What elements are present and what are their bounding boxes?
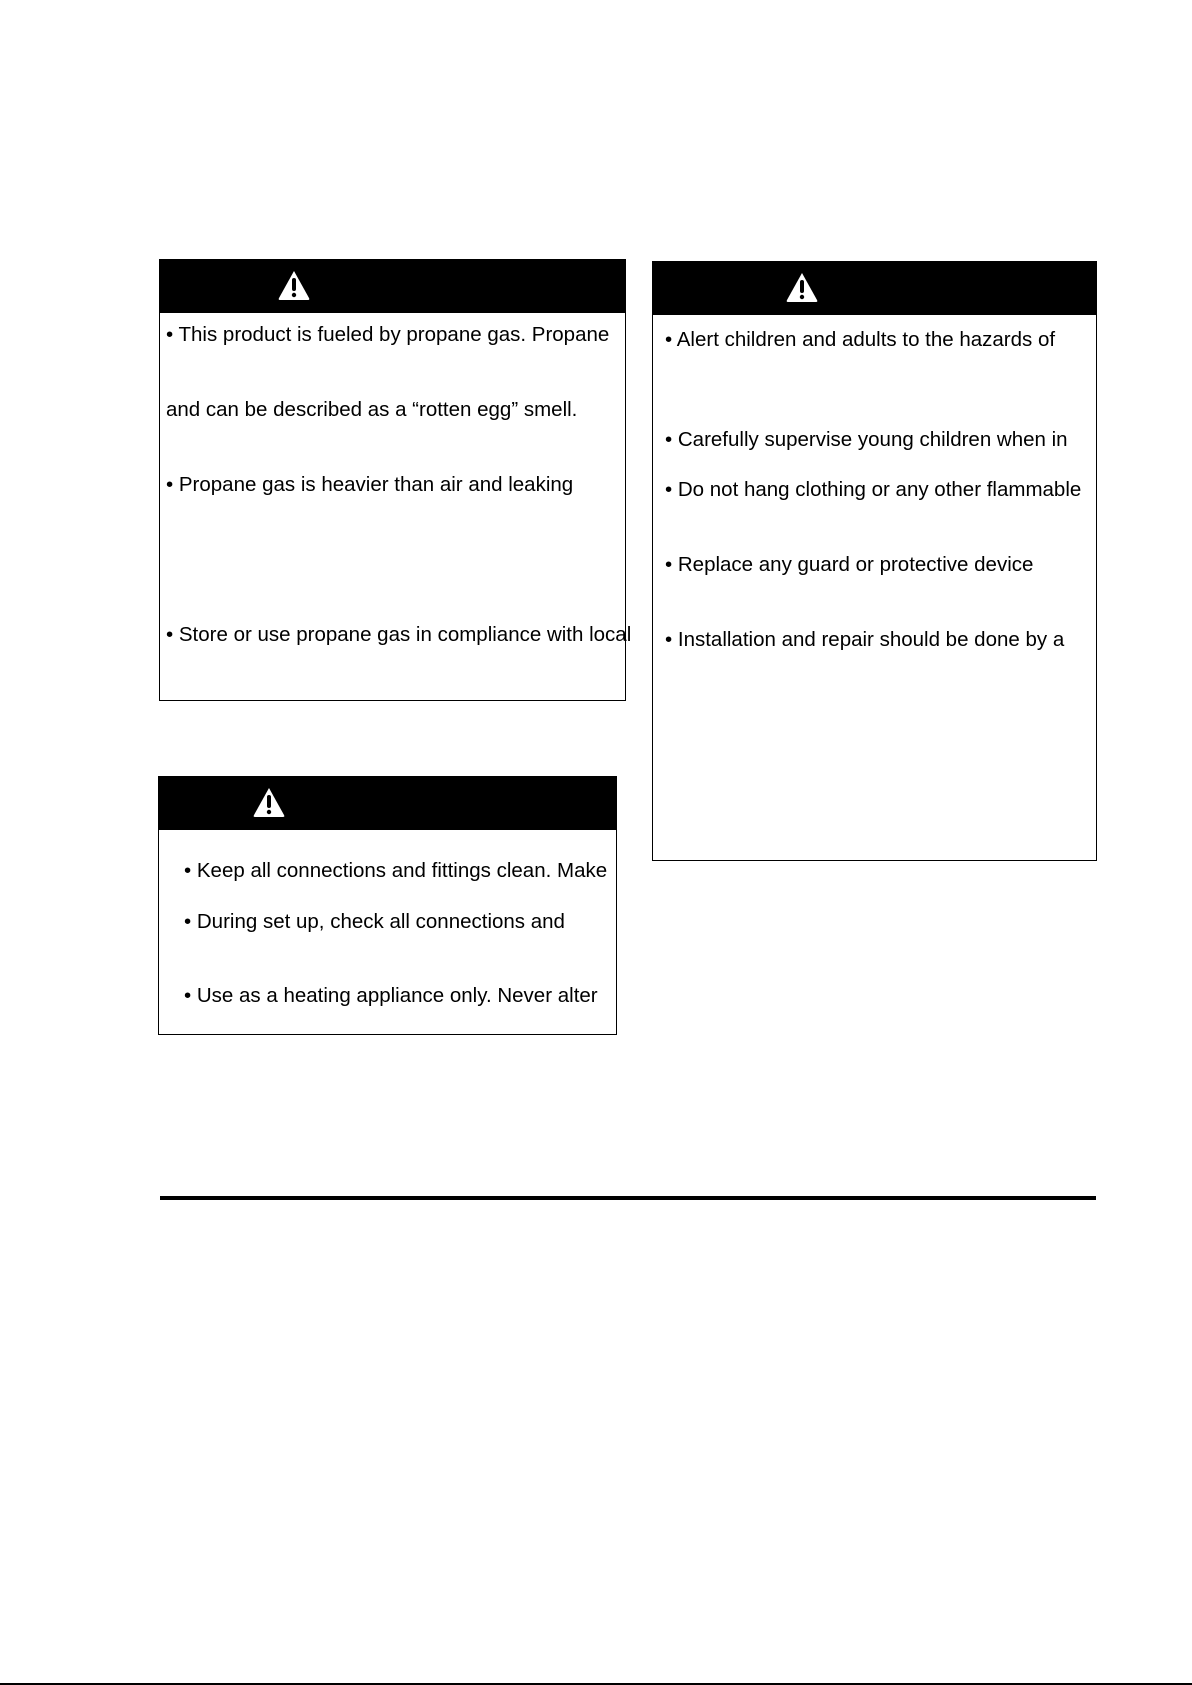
hazards-warning-box <box>652 261 1097 861</box>
warning-item: • Carefully supervise young children when in <box>665 428 1068 451</box>
warning-header-bar <box>653 262 1096 315</box>
warning-item: • Replace any guard or protective device <box>665 553 1034 576</box>
warning-item: • During set up, check all connections and <box>184 910 565 933</box>
warning-item: • This product is fueled by propane gas. Propane <box>166 323 610 346</box>
warning-header-bar <box>159 777 616 830</box>
propane-warning-box <box>159 259 632 701</box>
warning-header-bar <box>160 260 625 313</box>
warning-triangle-icon <box>277 269 311 301</box>
section-divider <box>160 1196 1096 1200</box>
warning-item: • Keep all connections and fittings clean. Make <box>184 859 608 882</box>
warning-triangle-icon <box>785 271 819 303</box>
warning-item: • Store or use propane gas in compliance with local <box>166 623 632 646</box>
warning-item: and can be described as a “rotten egg” smell. <box>166 398 578 421</box>
warning-item: • Alert children and adults to the hazards of <box>665 328 1056 351</box>
warning-item: • Propane gas is heavier than air and leaking <box>166 473 574 496</box>
connections-warning-box <box>158 776 617 1035</box>
warning-triangle-icon <box>252 786 286 818</box>
warning-item: • Do not hang clothing or any other flammable <box>665 478 1082 501</box>
warning-item: • Installation and repair should be done by a <box>665 628 1065 651</box>
warning-item: • Use as a heating appliance only. Never alter <box>184 984 598 1007</box>
